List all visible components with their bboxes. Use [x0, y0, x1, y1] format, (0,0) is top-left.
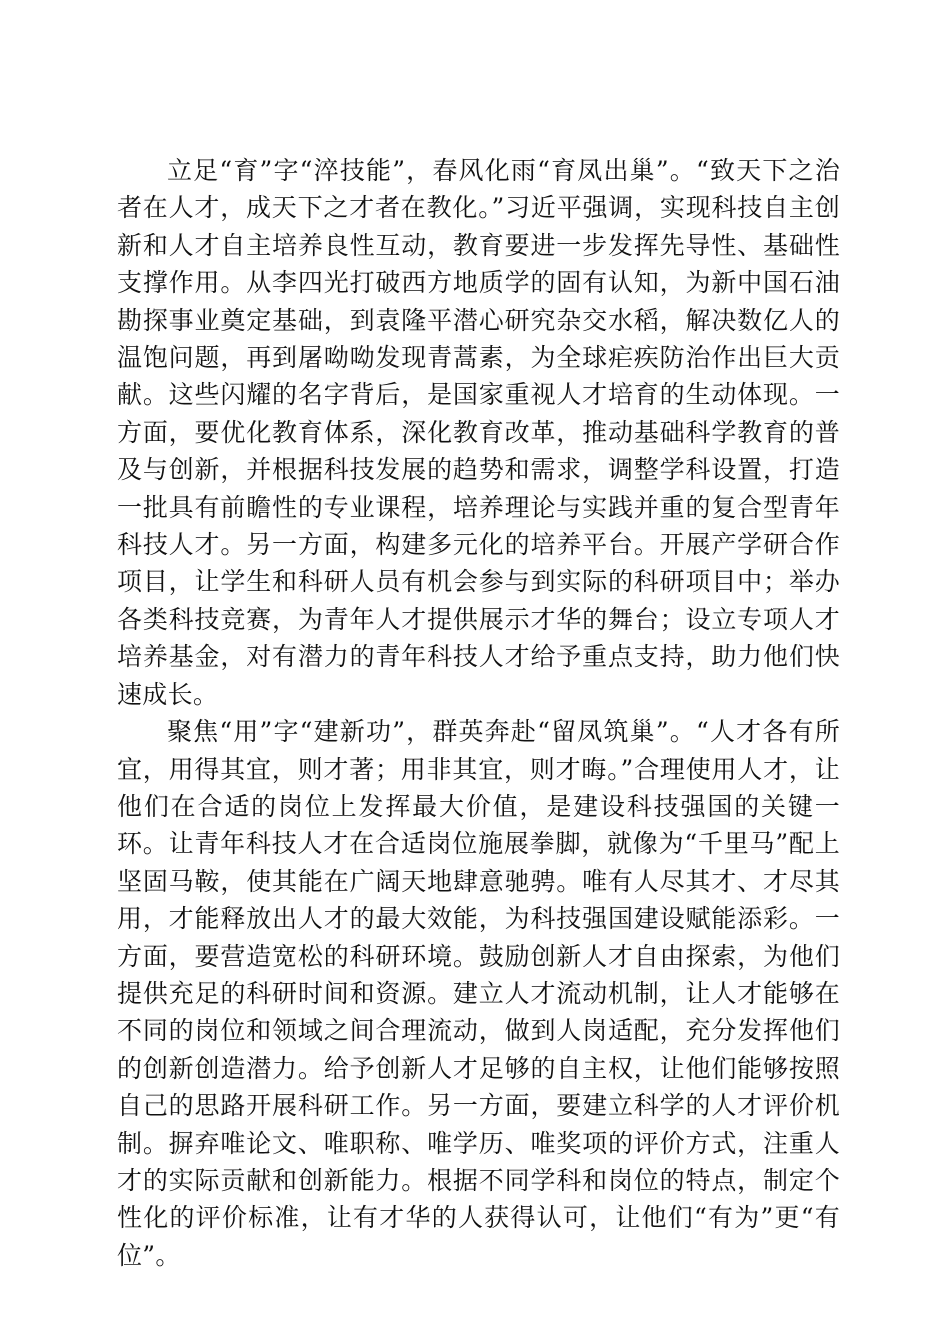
paragraph-cultivation: 立足“育”字“淬技能”，春风化雨“育凤出巢”。“致天下之治者在人才，成天下之才者在教化。”习近平强调，实现科技自主创新和人才自主培养良性互动，教育要进一步发挥先导性、基础性支撑作用。从李四光打破西方地质学的固有认知，为新中国石油勘探事业奠定基础，到袁隆平潜心研究杂交水稻，解决数亿人的温饱问题，再到屠呦呦发现青蒿素，为全球疟疾防治作出巨大贡献。这些闪耀的名字背后，是国家重视人才培育的生动体现。一方面，要优化教育体系，深化教育改革，推动基础科学教育的普及与创新，并根据科技发展的趋势和需求，调整学科设置，打造一批具有前瞻性的专业课程，培养理论与实践并重的复合型青年科技人才。另一方面，构建多元化的培养平台。开展产学研合作项目，让学生和科研人员有机会参与到实际的科研项目中；举办各类科技竞赛，为青年人才提供展示才华的舞台；设立专项人才培养基金，对有潜力的青年科技人才给予重点支持，助力他们快速成长。 [117, 156, 840, 709]
document-body [117, 152, 840, 1274]
paragraph-utilization: 聚焦“用”字“建新功”，群英奔赴“留凤筑巢”。“人才各有所宜，用得其宜，则才著；用非其宜，则才晦。”合理使用人才，让他们在合适的岗位上发挥最大价值，是建设科技强国的关键一环。让青年科技人才在合适岗位施展拳脚，就像为“千里马”配上坚固马鞍，使其能在广阔天地肆意驰骋。唯有人尽其才、才尽其用，才能释放出人才的最大效能，为科技强国建设赋能添彩。一方面，要营造宽松的科研环境。鼓励创新人才自由探索，为他们提供充足的科研时间和资源。建立人才流动机制，让人才能够在不同的岗位和领域之间合理流动，做到人岗适配，充分发挥他们的创新创造潜力。给予创新人才足够的自主权，让他们能够按照自己的思路开展科研工作。另一方面，要建立科学的人才评价机制。摒弃唯论文、唯职称、唯学历、唯奖项的评价方式，注重人才的实际贡献和创新能力。根据不同学科和岗位的特点，制定个性化的评价标准，让有才华的人获得认可，让他们“有为”更“有位”。 [117, 717, 840, 1270]
